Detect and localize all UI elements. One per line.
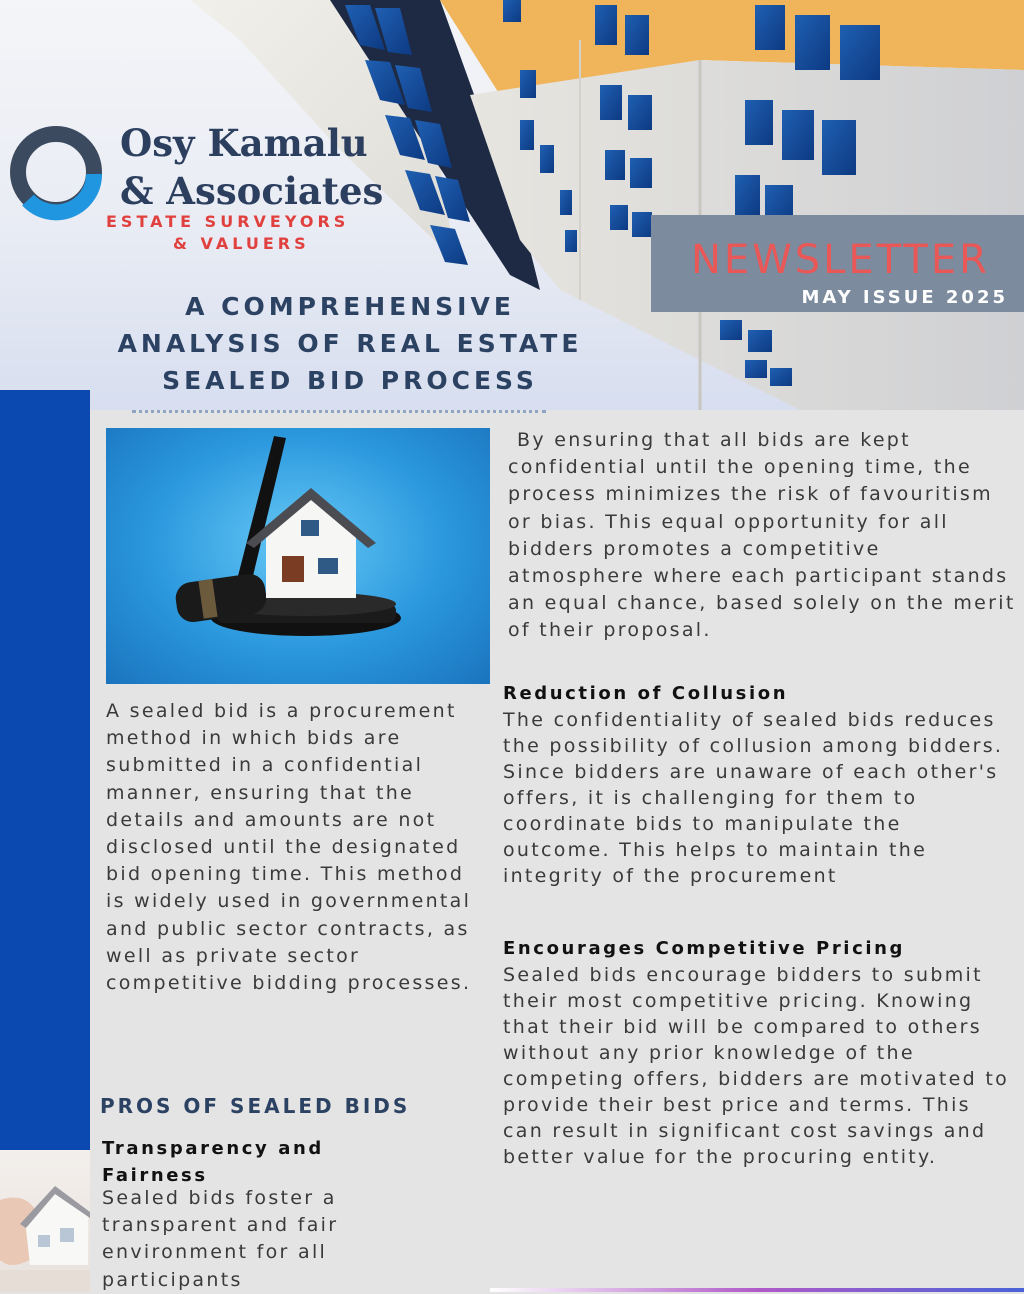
dotted-divider xyxy=(132,410,546,413)
company-tagline-line1: ESTATE SURVEYORS xyxy=(106,212,350,231)
collusion-heading: Reduction of Collusion xyxy=(503,683,789,704)
logo-ring-icon xyxy=(8,122,108,222)
house-and-gavel-photo xyxy=(106,428,490,684)
house-in-hands-photo xyxy=(0,1150,90,1292)
headline-line2: ANALYSIS OF REAL ESTATE xyxy=(117,329,583,358)
transparency-heading-line2: Fairness xyxy=(102,1165,208,1186)
company-tagline-line2: & VALUERS xyxy=(173,234,310,253)
transparency-heading xyxy=(102,1135,324,1189)
pros-heading: PROS OF SEALED BIDS xyxy=(100,1094,411,1118)
transparency-paragraph: Sealed bids foster a transparent and fair environment for all participants xyxy=(102,1187,339,1291)
left-accent-bar xyxy=(0,390,90,1150)
newsletter-banner xyxy=(651,215,1024,312)
newsletter-title: NEWSLETTER xyxy=(691,237,990,283)
pricing-paragraph: Sealed bids encourage bidders to submit their most competitive pricing. Knowing that their bid will be compared to others without any prior knowledge of the competing offers, bidders are motivated to provide their best price and terms. This can result in significant cost savings and better value for the procuring entity. xyxy=(503,964,1010,1168)
bottom-accent-line xyxy=(490,1288,1024,1292)
collusion-paragraph: The confidentiality of sealed bids reduces the possibility of collusion among bidders. Since bidders are unaware of each other's offers, it is challenging for them to coordinate bids to manipulate the outcome. This helps to maintain the integrity of the procurement xyxy=(503,709,1004,887)
hero-banner xyxy=(0,0,1024,410)
headline-line1: A COMPREHENSIVE xyxy=(185,292,515,321)
company-name-line2: & Associates xyxy=(120,169,384,213)
article-headline xyxy=(90,288,610,399)
newsletter-issue: MAY ISSUE 2025 xyxy=(801,287,1008,308)
company-logo xyxy=(8,120,408,260)
transparency-heading-line1: Transparency and xyxy=(102,1138,324,1159)
continuation-paragraph: By ensuring that all bids are kept confidential until the opening time, the process minimizes the risk of favouritism or bias. This equal opportunity for all bidders promotes a competitive atmosphere where each participant stands an equal chance, based solely on the merit of their proposal. xyxy=(508,429,1016,642)
pricing-heading: Encourages Competitive Pricing xyxy=(503,938,906,959)
company-name-line1: Osy Kamalu xyxy=(120,121,368,165)
intro-paragraph: A sealed bid is a procurement method in which bids are submitted in a confidential manner, ensuring that the details and amounts are not disclosed until the designated bid opening time. This method is widely used in governmental and public sector contracts, as well as private sector competitive bidding processes. xyxy=(106,700,472,995)
headline-line3: SEALED BID PROCESS xyxy=(162,366,538,395)
